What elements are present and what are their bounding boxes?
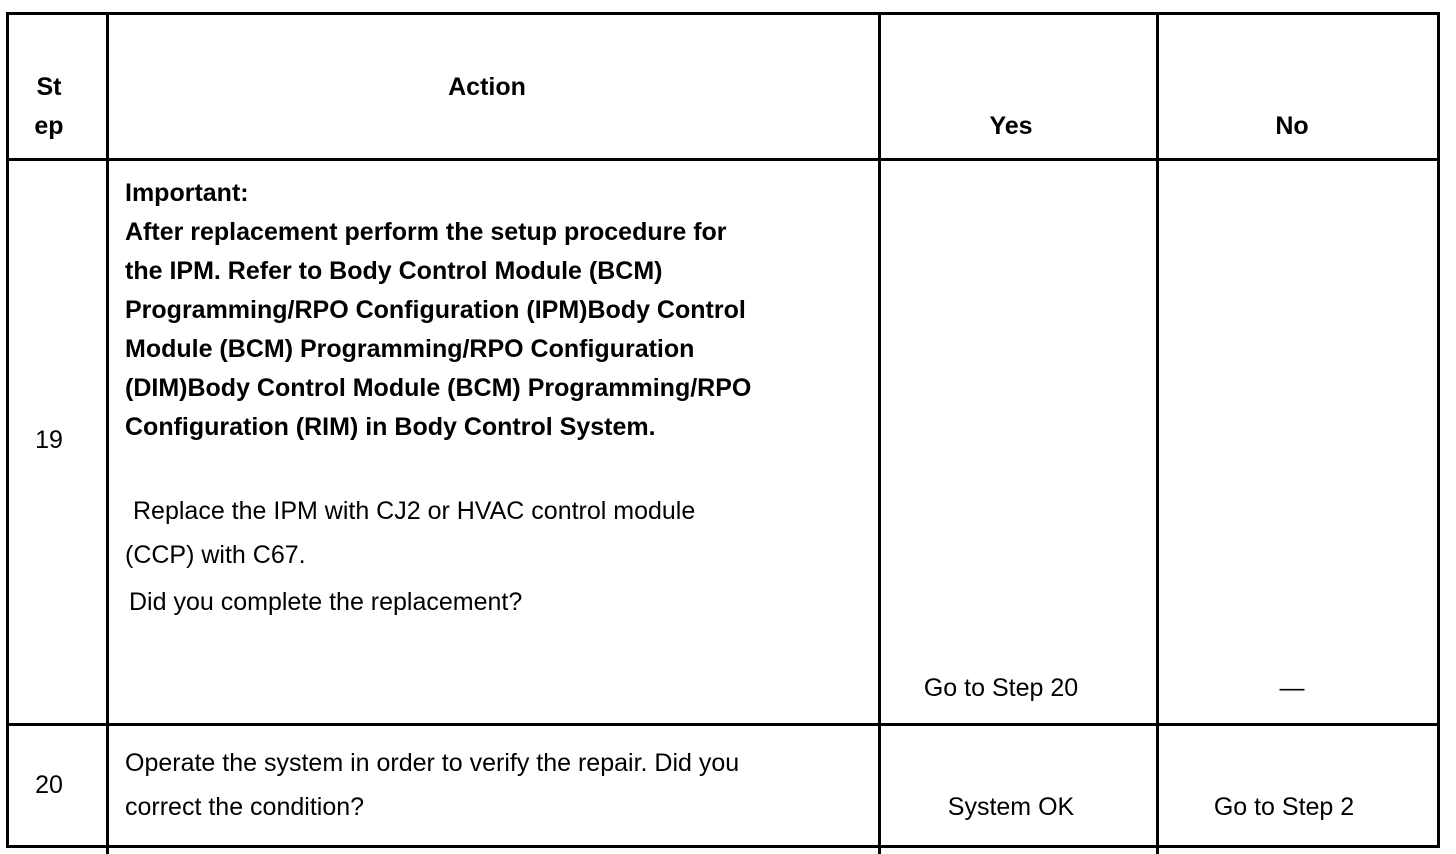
header-step-line-2: ep: [34, 112, 64, 140]
important-line: Module (BCM) Programming/RPO Configuration: [125, 335, 695, 363]
important-line: Configuration (RIM) in Body Control System.: [125, 413, 656, 441]
action-line: Operate the system in order to verify the repair. Did you: [125, 749, 740, 777]
no-value: —: [1279, 674, 1305, 702]
table-right-border: [1437, 12, 1440, 848]
header-step-line-1: St: [36, 73, 62, 101]
header-no: No: [1275, 112, 1309, 140]
step-column-divider: [106, 12, 109, 854]
action-line: (CCP) with C67.: [125, 541, 306, 569]
header-step: [9, 68, 89, 146]
important-label: Important:: [125, 179, 249, 207]
step-number: 19: [35, 426, 63, 454]
no-link[interactable]: Go to Step 2: [1213, 793, 1355, 821]
row-20-bottom-border: [6, 845, 1440, 848]
important-line: Programming/RPO Configuration (IPM)Body Control: [125, 296, 746, 324]
important-line: the IPM. Refer to Body Control Module (BCM): [125, 257, 663, 285]
important-line: After replacement perform the setup procedure for: [125, 218, 727, 246]
row-19-bottom-border: [6, 723, 1440, 726]
header-yes: Yes: [989, 112, 1033, 140]
step-number: 20: [35, 771, 63, 799]
yes-value: System OK: [947, 793, 1075, 821]
action-question: correct the condition?: [125, 793, 365, 821]
header-action: Action: [448, 73, 526, 101]
table-top-border: [6, 12, 1440, 15]
yes-link[interactable]: Go to Step 20: [923, 674, 1079, 702]
action-line: Replace the IPM with CJ2 or HVAC control module: [133, 497, 696, 525]
header-bottom-border: [6, 158, 1440, 161]
action-question: Did you complete the replacement?: [129, 588, 523, 616]
important-line: (DIM)Body Control Module (BCM) Programming/RPO: [125, 374, 752, 402]
